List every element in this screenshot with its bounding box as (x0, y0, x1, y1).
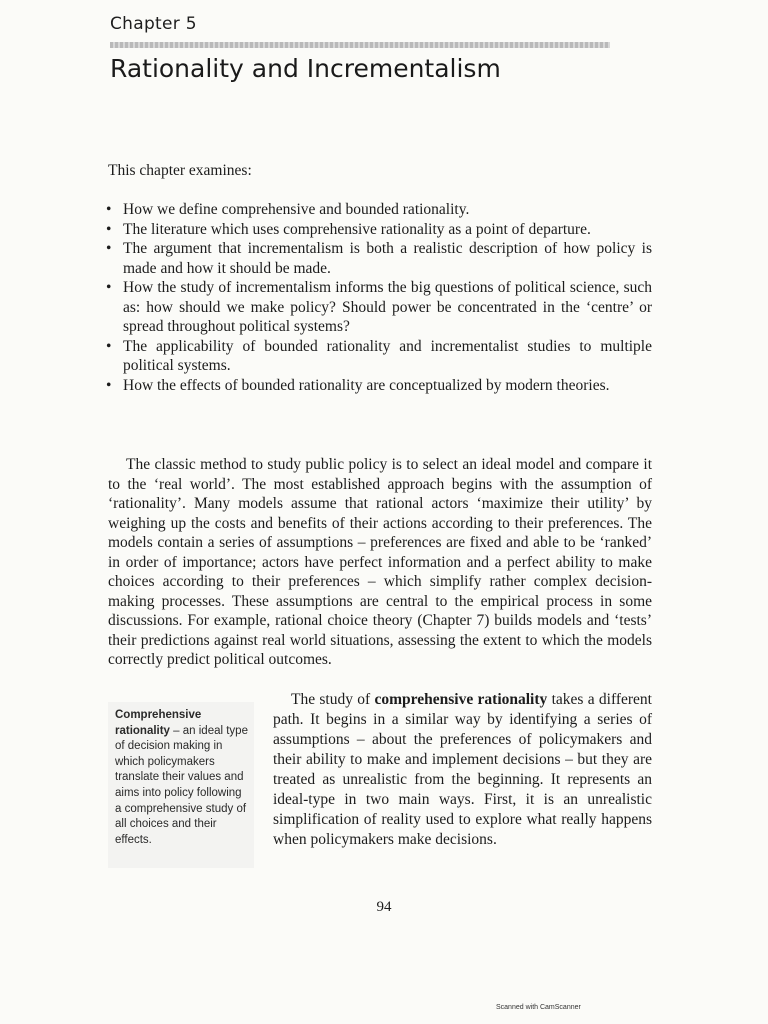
chapter-label: Chapter 5 (110, 14, 197, 34)
bullet-item: • How the study of incrementalism informs the big questions of political science, such as: how should we make policy? Should power be concentrated in the ‘centre’ or spread throughout political systems? (106, 278, 652, 337)
sidebar-definition: – an ideal type of decision making in which policymakers translate their values and aims into policy following a comprehensive study of all choices and their effects. (115, 724, 248, 846)
definition-sidebar (108, 702, 254, 868)
right-paragraph-rest: takes a different path. It begins in a similar way by identifying a series of assumptions – about the preferences of policymakers and their ability to make and implement decisions – but they are treated as unrealistic from the beginning. It represents an ideal-type in two main ways. First, it is an unrealistic simplification of reality used to explore what really happens when policymakers make decisions. (273, 691, 652, 848)
key-term: comprehensive rationality (374, 691, 548, 708)
body-paragraph: The classic method to study public policy is to select an ideal model and compare it to the ‘real world’. The most established approach begins with the assumption of ‘rationality’. Many models assume that rational actors ‘maximize their utility’ by weighing up the costs and benefits of their actions according to their preferences. The models contain a series of assumptions – preferences are fixed and able to be ‘ranked’ in order of importance; actors have perfect information and a perfect ability to make choices according to their preferences – which simplify rather complex decision-making processes. These assumptions are central to the empirical process in some discussions. For example, rational choice theory (Chapter 7) builds models and ‘tests’ their predictions against real world situations, assessing the extent to which the models correctly predict political outcomes. (108, 456, 652, 668)
header-rule (110, 42, 610, 48)
right-paragraph-lead: The study of (291, 691, 375, 708)
intro-text: This chapter examines: (108, 162, 252, 179)
page-number: 94 (376, 899, 392, 915)
bullet-item: • The argument that incrementalism is both a realistic description of how policy is made and how it should be made. (106, 239, 652, 278)
bullet-item: • The applicability of bounded rationality and incrementalist studies to multiple political systems. (106, 337, 652, 376)
bullet-item: • The literature which uses comprehensive rationality as a point of departure. (106, 220, 652, 240)
sidebar-term: Comprehensive rationality (115, 709, 202, 737)
bullet-item: • How we define comprehensive and bounded rationality. (106, 200, 652, 220)
bullet-item: • How the effects of bounded rationality are conceptualized by modern theories. (106, 376, 652, 396)
chapter-title: Rationality and Incrementalism (110, 54, 501, 83)
scan-credit: Scanned with CamScanner (496, 1004, 581, 1011)
bullet-list (106, 200, 652, 395)
right-paragraph (273, 690, 652, 850)
